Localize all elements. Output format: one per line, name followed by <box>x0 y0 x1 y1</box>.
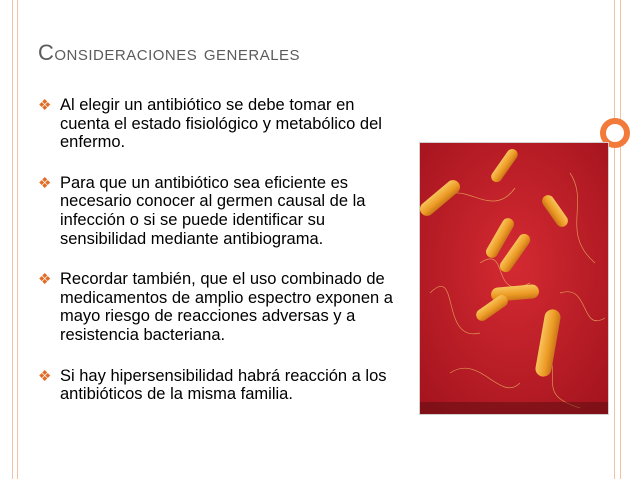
diamond-bullet-icon: ❖ <box>38 97 52 114</box>
left-border-line-outer <box>12 0 13 479</box>
photo-caption-strip <box>420 402 608 414</box>
left-border-line-inner <box>17 0 18 479</box>
bullet-text: Para que un antibiótico sea eficiente es necesario conocer al germen causal de la infección o si se puede identificar su sensibilidad mediante antibiograma. <box>60 173 366 248</box>
bullet-item <box>38 96 408 152</box>
bullet-item <box>38 270 408 344</box>
diamond-bullet-icon: ❖ <box>38 174 52 192</box>
bullet-text: Al elegir un antibiótico se debe tomar en cuenta el estado fisiológico y metabólico del enfermo. <box>60 96 382 152</box>
bullet-text: Si hay hipersensibilidad habrá reacción a los antibióticos de la misma familia. <box>60 366 387 404</box>
diamond-bullet-icon: ❖ <box>38 271 52 289</box>
bacteria-illustration <box>420 143 608 414</box>
bacteria-photo <box>419 142 609 415</box>
bullet-list <box>38 96 408 426</box>
diamond-bullet-icon: ❖ <box>38 367 52 385</box>
bullet-text: Recordar también, que el uso combinado de medicamentos de amplio espectro exponen a mayo riesgo de reacciones adversas y a resistencia bacteriana. <box>60 270 393 344</box>
slide-title: Consideraciones generales <box>38 40 301 65</box>
bullet-item <box>38 367 408 404</box>
bullet-item <box>38 174 408 248</box>
right-border-line-outer <box>620 0 621 479</box>
right-border-line-inner <box>614 0 615 479</box>
